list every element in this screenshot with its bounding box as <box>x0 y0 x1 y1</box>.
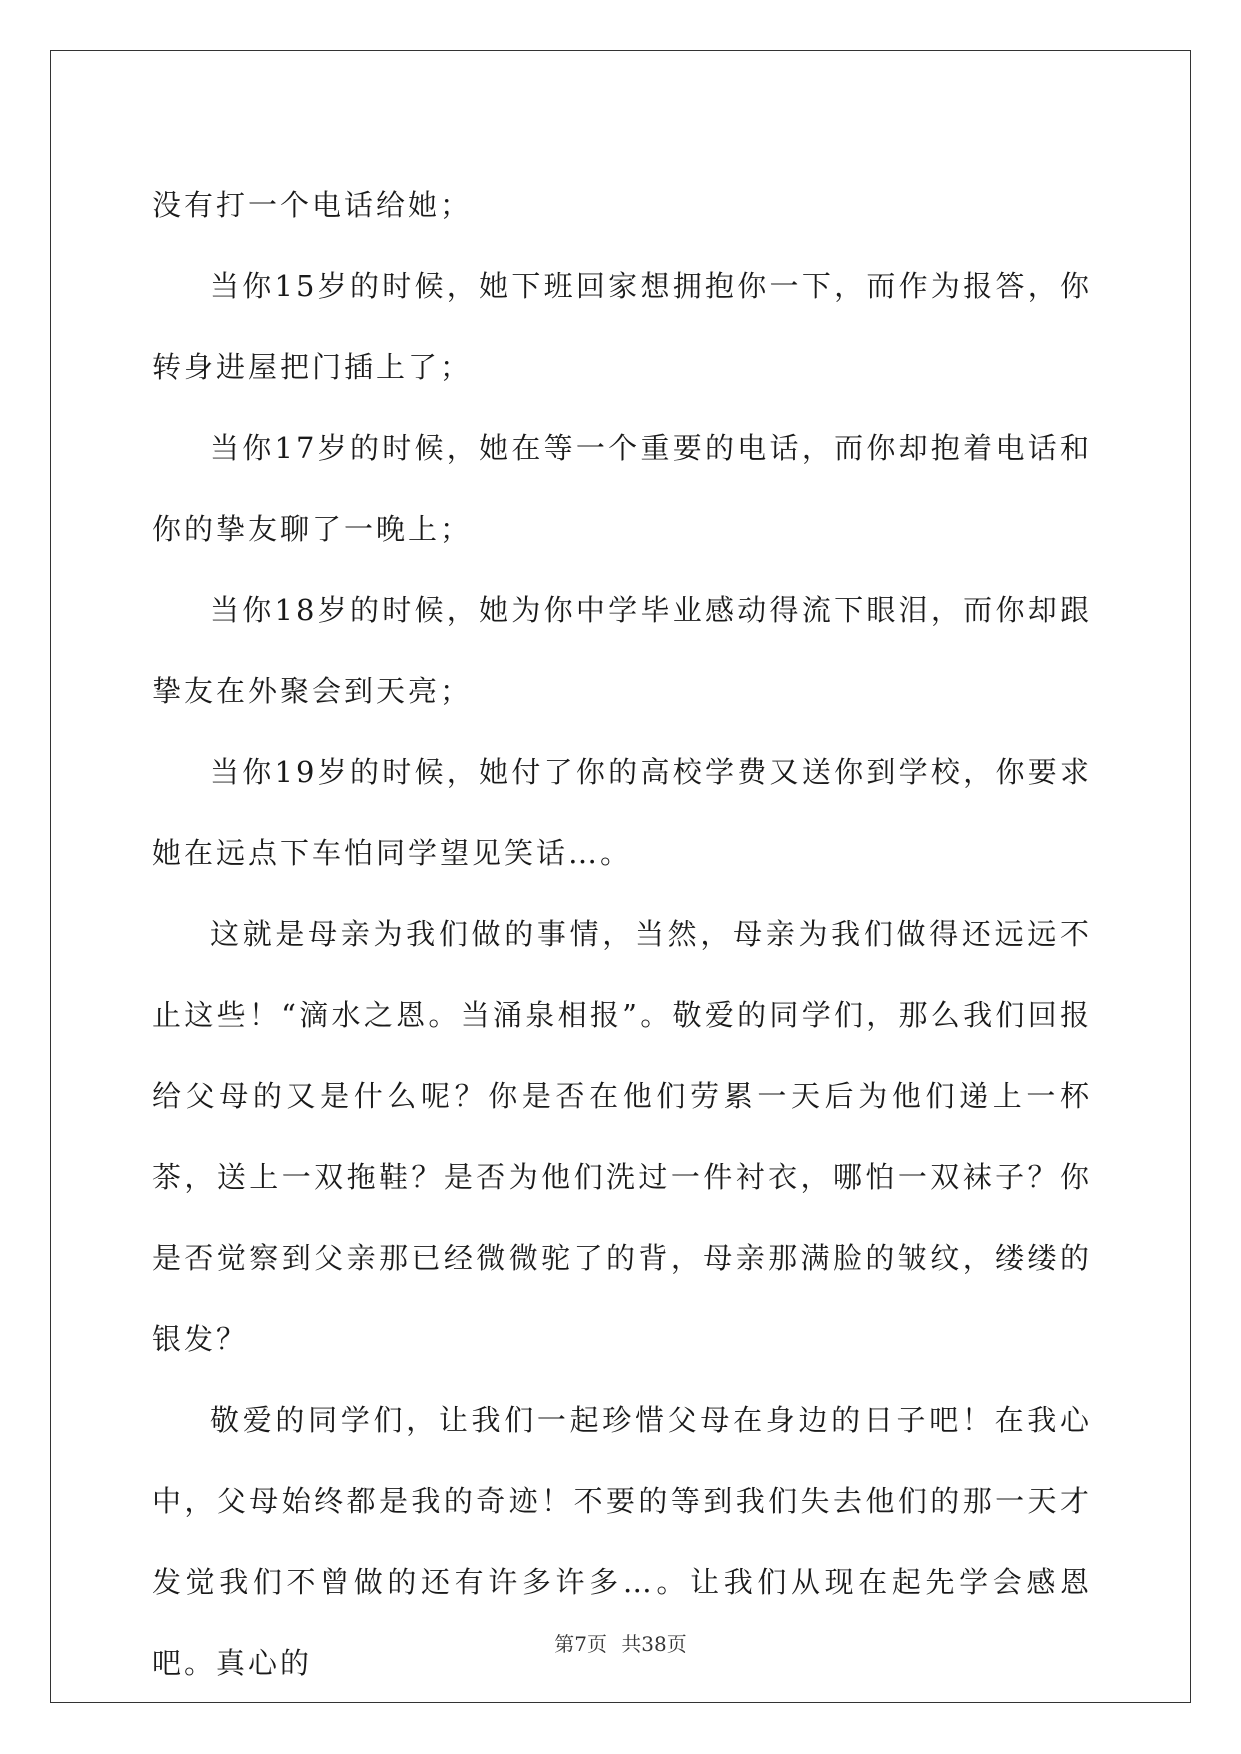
paragraph: 敬爱的同学们，让我们一起珍惜父母在身边的日子吧！在我心中，父母始终都是我的奇迹！不要的等到我们失去他们的那一天才发觉我们不曾做的还有许多许多…。让我们从现在起先学会感恩吧。真心的 <box>152 1403 1092 1680</box>
paragraph: 这就是母亲为我们做的事情，当然，母亲为我们做得还远远不止这些！“滴水之恩。当涌泉相报”。敬爱的同学们，那么我们回报给父母的又是什么呢？你是否在他们劳累一天后为他们递上一杯茶，送上一双拖鞋？是否为他们洗过一件衬衣，哪怕一双袜子？你是否觉察到父亲那已经微微驼了的背，母亲那满脸的皱纹，缕缕的银发？ <box>152 917 1092 1356</box>
paragraph: 当你19岁的时候，她付了你的高校学费又送你到学校，你要求她在远点下车怕同学望见笑话…。 <box>152 755 1092 870</box>
page-total: 共38页 <box>621 1632 687 1656</box>
paragraph: 当你18岁的时候，她为你中学毕业感动得流下眼泪，而你却跟挚友在外聚会到天亮； <box>152 593 1092 708</box>
page-number: 第7页 <box>554 1632 607 1656</box>
page-footer <box>0 1628 1241 1657</box>
paragraph: 当你15岁的时候，她下班回家想拥抱你一下，而作为报答，你转身进屋把门插上了； <box>152 269 1092 384</box>
paragraph: 当你17岁的时候，她在等一个重要的电话，而你却抱着电话和你的挚友聊了一晚上； <box>152 431 1092 546</box>
document-body <box>152 165 1092 1704</box>
paragraph-continued: 没有打一个电话给她； <box>152 188 473 222</box>
